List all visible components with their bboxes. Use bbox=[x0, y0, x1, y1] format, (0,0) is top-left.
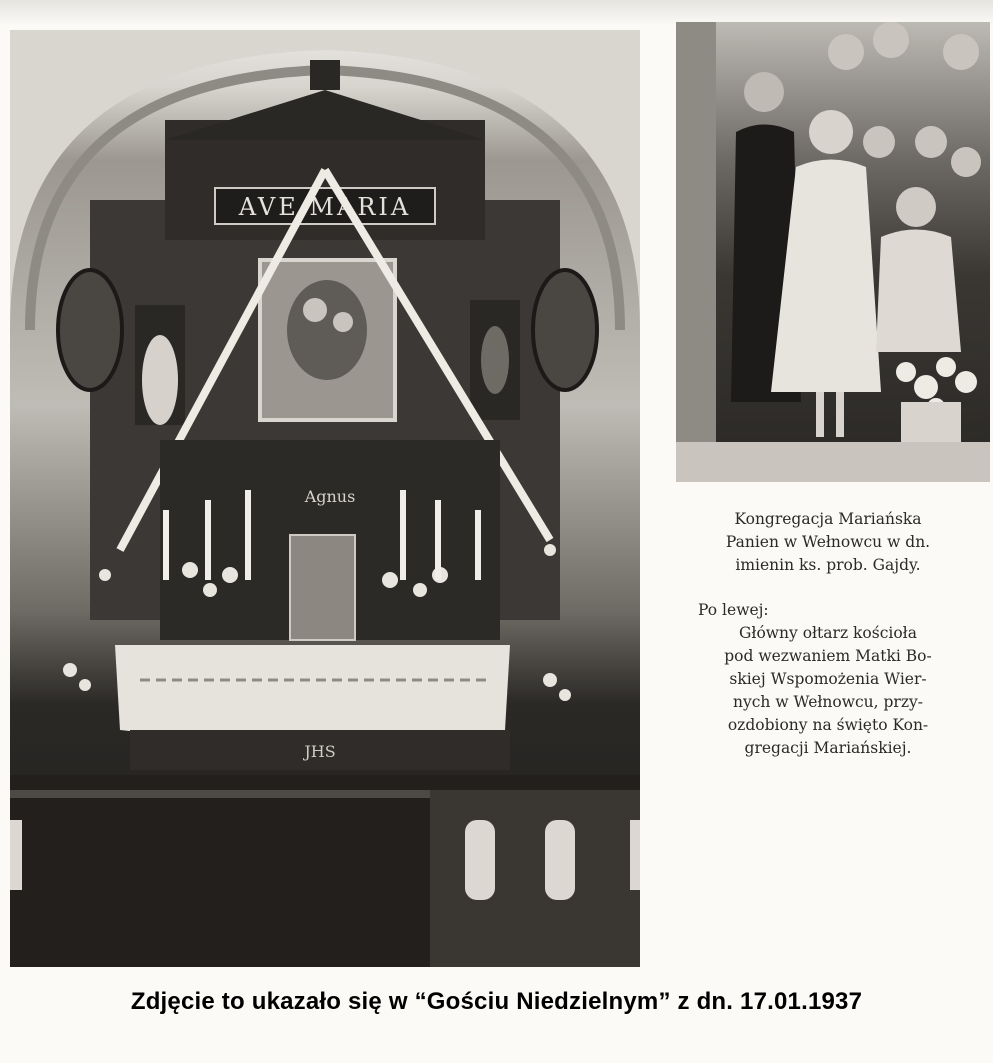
caption-line: skiej Wspomożenia Wier- bbox=[729, 670, 927, 688]
caption-spacer bbox=[688, 577, 968, 599]
group-illustration bbox=[676, 22, 990, 482]
caption-line: imienin ks. prob. Gajdy. bbox=[735, 556, 921, 574]
altar-illustration bbox=[10, 30, 640, 967]
caption-line: gregacji Mariańskiej. bbox=[744, 739, 912, 757]
altar-photo bbox=[10, 30, 640, 967]
caption-label: Po lewej: bbox=[698, 601, 769, 619]
caption-line: ozdobiony na święto Kon- bbox=[727, 716, 929, 734]
footer-note: Zdjęcie to ukazało się w “Gościu Niedzielnym” z dn. 17.01.1937 bbox=[130, 988, 863, 1015]
photo-caption bbox=[688, 508, 968, 760]
antependium-text: JHS bbox=[304, 742, 336, 761]
caption-line: Panien w Wełnowcu w dn. bbox=[725, 533, 931, 551]
caption-line: Główny ołtarz kościoła bbox=[739, 624, 917, 642]
altar-inscription: AVE MARIA bbox=[238, 193, 412, 221]
caption-line: pod wezwaniem Matki Bo- bbox=[724, 647, 932, 665]
group-photo bbox=[676, 22, 990, 482]
caption-line: Kongregacja Mariańska bbox=[734, 510, 922, 528]
tabernacle-text: Agnus bbox=[304, 487, 356, 506]
caption-line: nych w Wełnowcu, przy- bbox=[733, 693, 923, 711]
